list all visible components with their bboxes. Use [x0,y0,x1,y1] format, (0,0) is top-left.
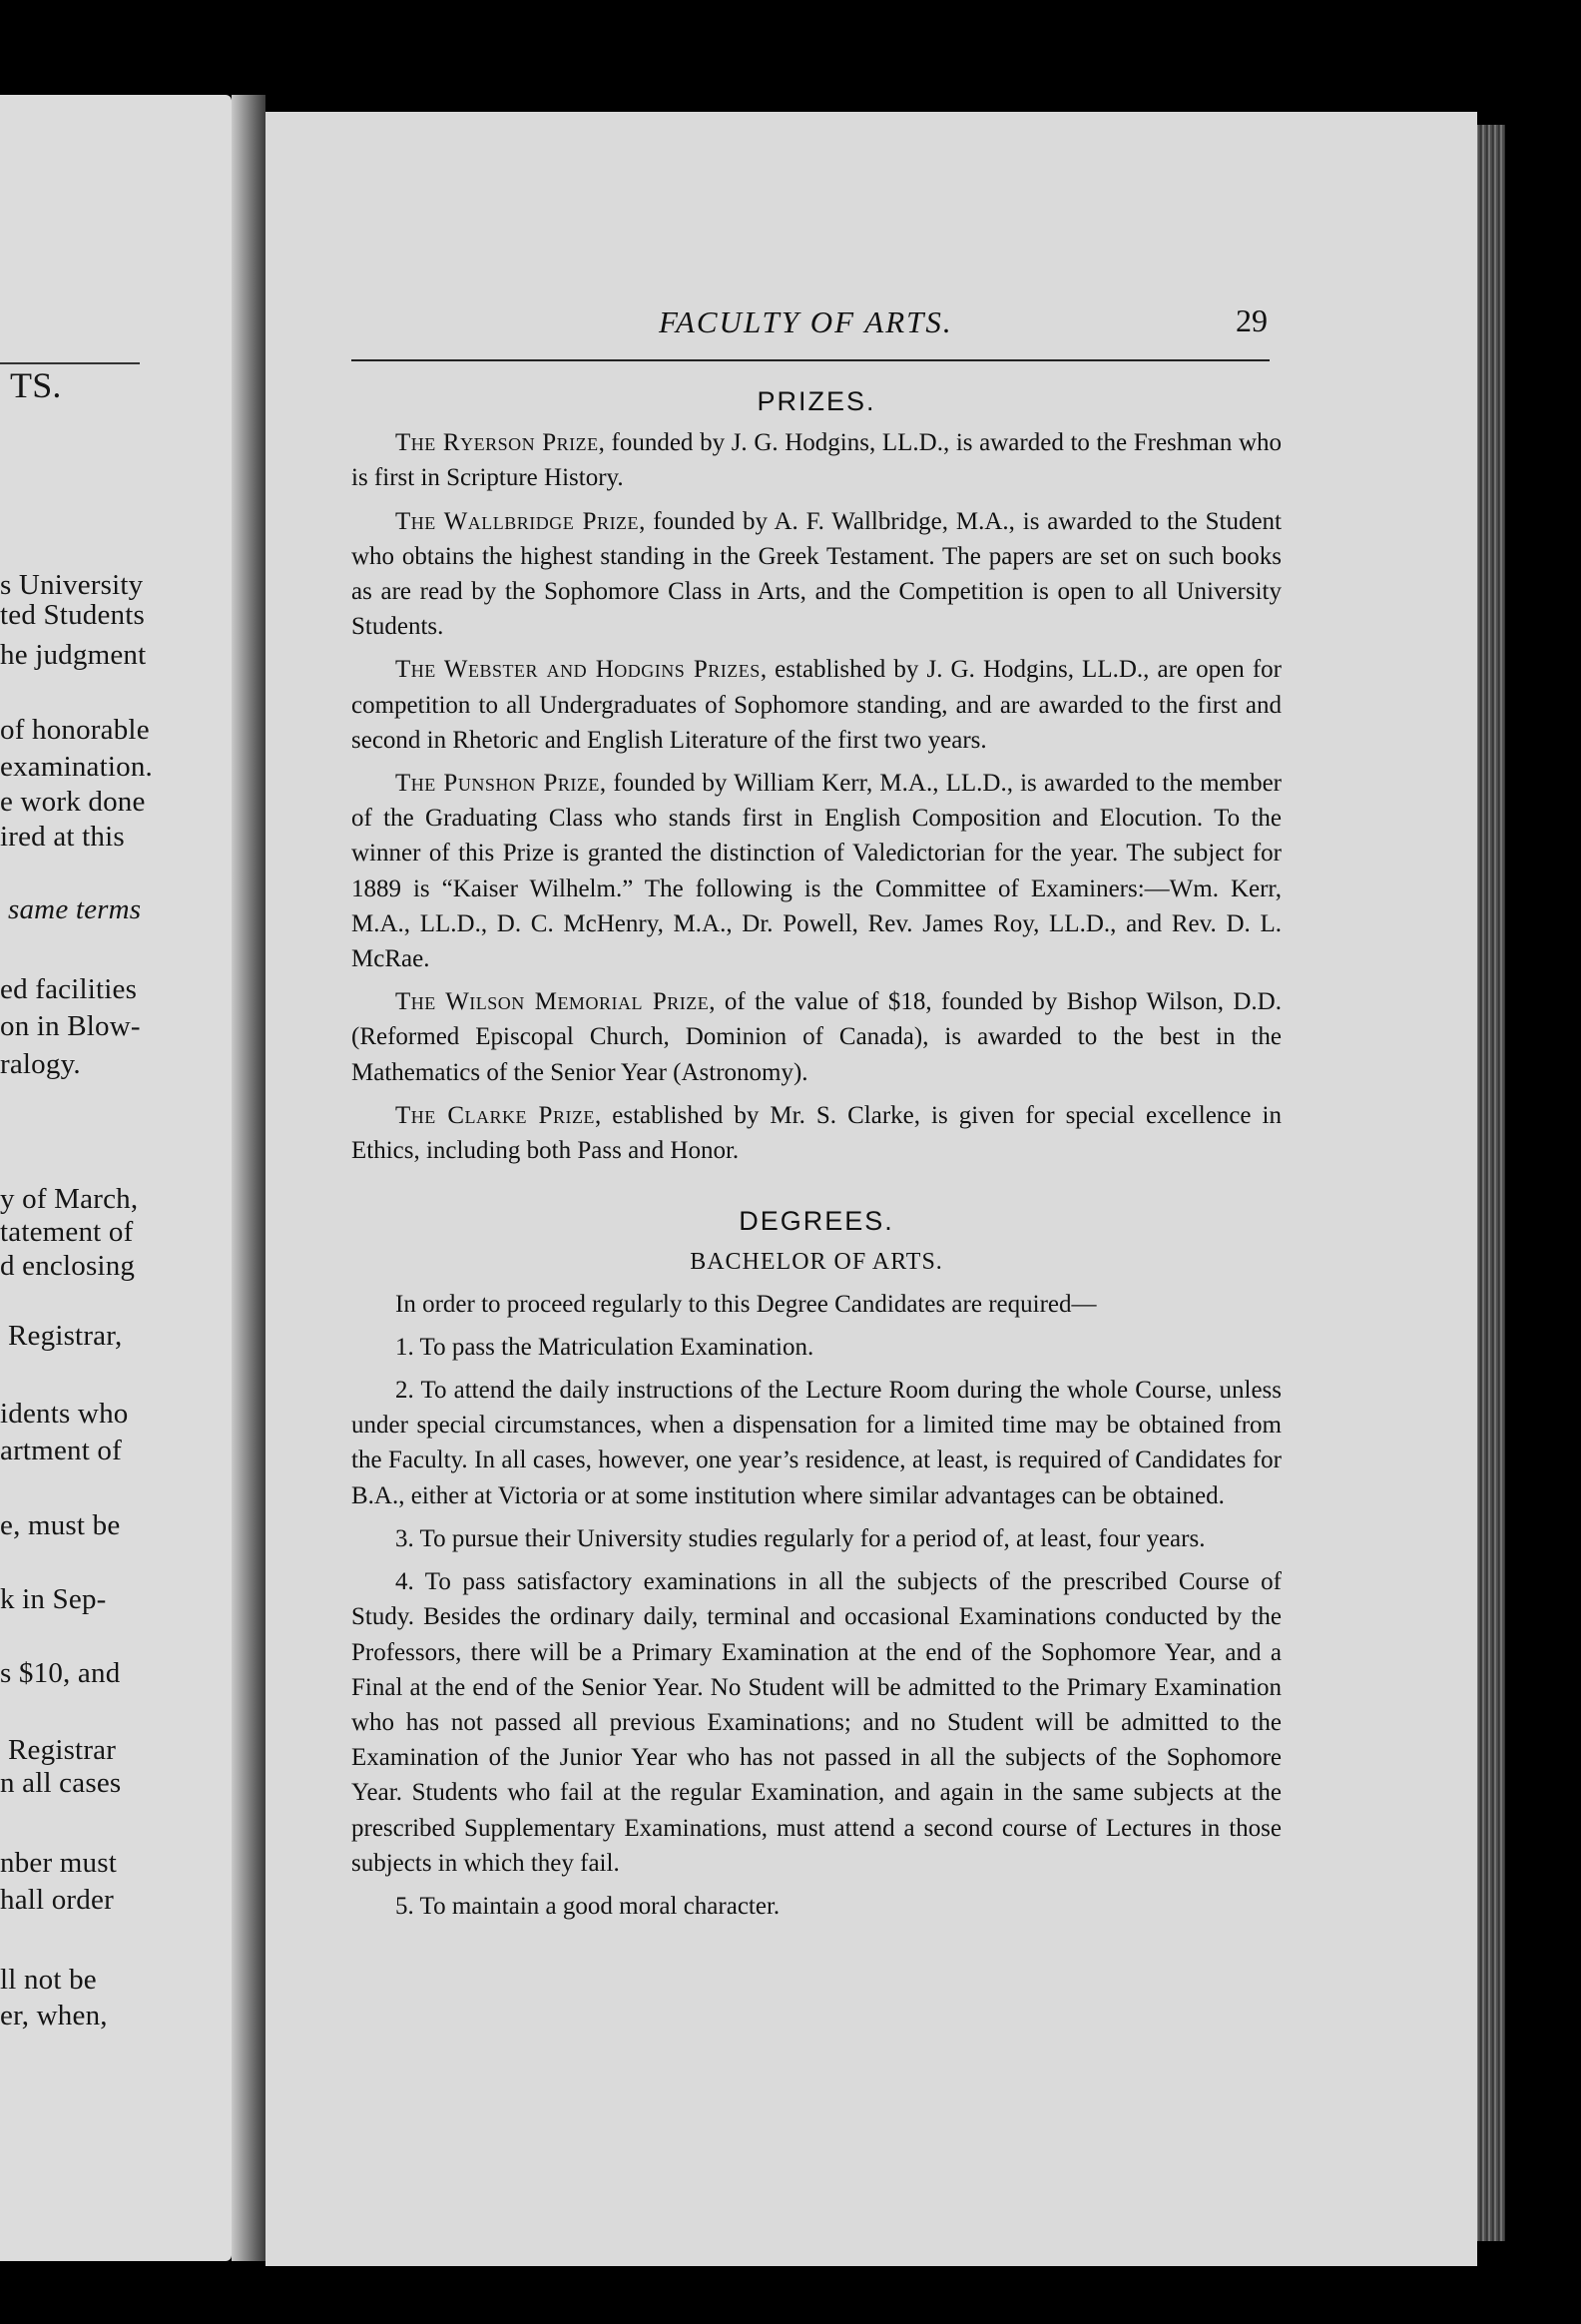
prize-text: , founded by J. G. Hodgins, LL.D., is awarded to the Freshman who is first in Scripture History. [351,429,1283,492]
left-page-fragment: hall order [0,1884,114,1916]
prize-text: , founded by William Kerr, M.A., LL.D., is awarded to the member of the Graduating Class who stands first in English Composition and Elocution. To the winner of this Prize is granted the distinction of Valedictorian for the year. The subject for 1889 is “Kaiser Wilhelm.” The following is the Committee of Examiners:—Wm. Kerr, M.A., LL.D., D. C. McHenry, M.A., Dr. Powell, Rev. James Roy, LL.D., and Rev. D. L. McRae. [351,770,1283,973]
prize-name: The Webster and Hodgins Prizes [395,656,761,684]
left-page-fragment: n all cases [0,1767,122,1799]
prizes-heading: PRIZES. [757,386,876,416]
prize-text: , established by J. G. Hodgins, LL.D., are open for competition to all Undergraduates of Sophomore standing, and are awarded to the first and second in Rhetoric and English Literature of the first two years. [351,656,1282,754]
prize-text: , of the value of $18, founded by Bishop Wilson, D.D. (Reformed Episcopal Church, Dominion of Canada), is awarded to the best in the Mathematics of the Senior Year (Astronomy). [351,988,1282,1086]
left-page-fragment: ed facilities [0,973,138,1005]
left-page-fragment: of honorable [0,714,150,746]
left-page-fragment: k in Sep- [0,1583,107,1615]
page-number: 29 [1236,302,1268,338]
left-page-fragment: ted Students [0,599,145,631]
prize-name: The Ryerson Prize [395,429,599,457]
left-page-fragment: Registrar [8,1734,117,1766]
prize-paragraph [351,652,1282,758]
left-page-fragment: artment of [0,1435,122,1466]
requirement-item: 5. To maintain a good moral character. [395,1892,781,1920]
running-head: FACULTY OF ARTS. [659,304,953,339]
requirement-item: 3. To pursue their University studies regularly for a period of, at least, four years. [395,1524,1206,1552]
left-page-fragment: he judgment [0,639,147,671]
degrees-intro: In order to proceed regularly to this Degree Candidates are required— [395,1290,1097,1318]
left-page-fragment: on in Blow- [0,1010,141,1042]
left-page-fragment: same terms [8,893,142,925]
prize-paragraph [351,504,1282,645]
degrees-heading: DEGREES. [739,1206,894,1237]
left-page-fragment: tatement of [0,1216,134,1248]
left-page-fragment: Registrar, [8,1320,123,1352]
prize-text: , founded by A. F. Wallbridge, M.A., is awarded to the Student who obtains the highest standing in the Greek Testament. The papers are set on such books as are read by the Sophomore Class in Arts, and the Competition is open to all University Students. [351,507,1282,641]
left-page-fragment: s $10, and [0,1657,121,1689]
header-rule [351,359,1270,361]
prize-paragraph [351,984,1282,1090]
left-page-fragment: er, when, [0,2000,108,2032]
book-gutter [232,95,265,2261]
prize-name: The Clarke Prize [395,1101,595,1129]
prize-paragraph [351,766,1282,976]
prize-paragraph [351,425,1282,495]
page-body [351,384,1282,1932]
prize-name: The Wilson Memorial Prize [395,988,710,1016]
left-page-fragment: ired at this [0,821,125,853]
prize-paragraph [351,1098,1282,1168]
left-page-fragment: TS. [10,365,62,405]
prize-name: The Punshon Prize [395,770,600,798]
prize-name: The Wallbridge Prize [395,507,640,535]
left-page-fragment: ll not be [0,1964,97,1996]
left-page-fragment: nber must [0,1847,117,1879]
left-page-fragment: e work done [0,786,146,818]
left-page-fragment: s University [0,569,144,601]
left-page-fragment: examination. [0,751,153,783]
requirement-item: 1. To pass the Matriculation Examination. [395,1333,814,1361]
left-page [0,95,232,2261]
left-page-fragment: ralogy. [0,1048,81,1080]
prize-text: , established by Mr. S. Clarke, is given for special excellence in Ethics, including both Pass and Honor. [351,1101,1282,1165]
left-page-fragment: d enclosing [0,1250,136,1282]
requirement-item: 4. To pass satisfactory examinations in all the subjects of the prescribed Course of Study. Besides the ordinary daily, terminal and occasional Examinations conducted by the Professors, there will be a Primary Examination at the end of the Sophomore Year, and a Final at the end of the Senior Year. No Student will be admitted to the Primary Examination who has not passed all previous Examinations; and no Student will be admitted to the Examination of the Junior Year who has not passed in all the subjects of the Sophomore Year. Students who fail at the regular Examination, and again in the same subjects at the prescribed Supplementary Examinations, must attend a second course of Lectures in those subjects in which they fail. [351,1568,1282,1877]
left-page-fragment: e, must be [0,1509,121,1541]
left-page-fragment: idents who [0,1398,129,1430]
requirement-item: 2. To attend the daily instructions of the Lecture Room during the whole Course, unless under special circumstances, when a dispensation for a limited time may be obtained from the Faculty. In all cases, however, one year’s residence, at least, is required of Candidates for B.A., either at Victoria or at some institution where similar advantages can be obtained. [351,1377,1282,1509]
bachelor-of-arts-heading: BACHELOR OF ARTS. [690,1249,943,1276]
left-page-fragment: y of March, [0,1183,139,1215]
